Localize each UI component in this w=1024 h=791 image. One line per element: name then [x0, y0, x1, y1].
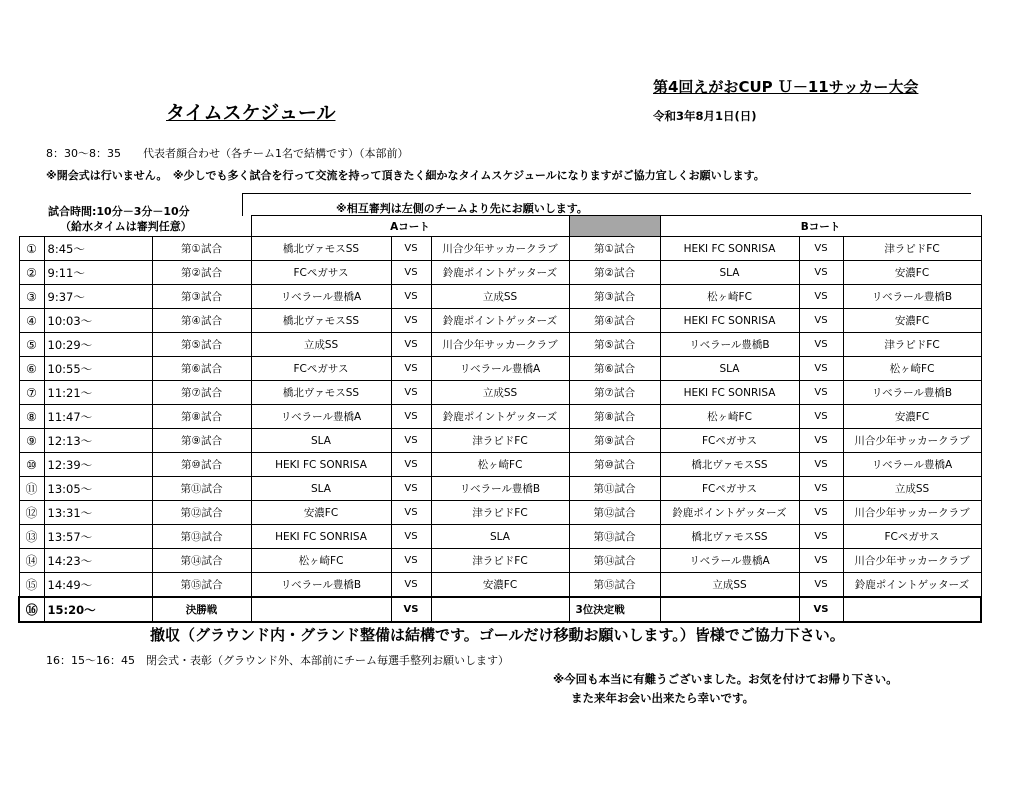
- court-a-home-team: 橋北ヴァモスSS: [251, 309, 391, 333]
- event-date: 令和3年8月1日(日): [653, 109, 757, 123]
- court-a-vs: VS: [391, 549, 431, 573]
- court-b-match-label: 第⑦試合: [569, 381, 660, 405]
- court-b-home-team: 松ヶ崎FC: [660, 285, 799, 309]
- court-b-match-label: 第⑮試合: [569, 573, 660, 598]
- court-a-away-team: 松ヶ崎FC: [431, 453, 569, 477]
- court-a-away-team: 川合少年サッカークラブ: [431, 237, 569, 261]
- court-b-home-team: 鈴鹿ポイントゲッターズ: [660, 501, 799, 525]
- court-b-match-label: 第⑫試合: [569, 501, 660, 525]
- court-b-home-team: 橋北ヴァモスSS: [660, 525, 799, 549]
- court-b-away-team: 津ラピドFC: [843, 237, 981, 261]
- schedule-row: [19, 237, 981, 261]
- thanks-note: ※今回も本当に有難うございました。お気を付けてお帰り下さい。: [553, 672, 898, 686]
- row-number: ③: [19, 285, 44, 309]
- court-a-away-team: [431, 597, 569, 622]
- court-b-header: Bコート: [660, 216, 981, 237]
- row-number: ④: [19, 309, 44, 333]
- court-b-match-label: 第①試合: [569, 237, 660, 261]
- row-number: ⑪: [19, 477, 44, 501]
- court-b-away-team: リベラール豊橋B: [843, 381, 981, 405]
- row-number: ⑥: [19, 357, 44, 381]
- court-a-vs: VS: [391, 237, 431, 261]
- court-divider-cell: [569, 216, 660, 237]
- court-a-match-label: 第⑬試合: [152, 525, 251, 549]
- row-number: ②: [19, 261, 44, 285]
- court-b-home-team: リベラール豊橋A: [660, 549, 799, 573]
- court-a-home-team: リベラール豊橋B: [251, 573, 391, 598]
- row-number: ①: [19, 237, 44, 261]
- court-b-away-team: リベラール豊橋A: [843, 453, 981, 477]
- row-number: ⑦: [19, 381, 44, 405]
- court-a-home-team: SLA: [251, 429, 391, 453]
- court-header-row: [19, 216, 981, 237]
- court-b-match-label: 第⑧試合: [569, 405, 660, 429]
- row-number: ⑨: [19, 429, 44, 453]
- court-b-match-label: 第⑥試合: [569, 357, 660, 381]
- court-a-away-team: リベラール豊橋B: [431, 477, 569, 501]
- court-b-vs: VS: [799, 309, 843, 333]
- match-time: 10:55～: [44, 357, 152, 381]
- match-time: 14:23～: [44, 549, 152, 573]
- court-b-home-team: 松ヶ崎FC: [660, 405, 799, 429]
- court-a-home-team: FCペガサス: [251, 357, 391, 381]
- row-number: ⑭: [19, 549, 44, 573]
- row-number: ⑧: [19, 405, 44, 429]
- court-a-match-label: 第②試合: [152, 261, 251, 285]
- court-b-vs: VS: [799, 237, 843, 261]
- court-b-away-team: 川合少年サッカークラブ: [843, 501, 981, 525]
- court-b-vs: VS: [799, 285, 843, 309]
- table-left-border: [242, 193, 243, 216]
- schedule-row: [19, 333, 981, 357]
- court-b-away-team: 立成SS: [843, 477, 981, 501]
- schedule-row: [19, 477, 981, 501]
- court-a-vs: VS: [391, 573, 431, 598]
- match-time: 9:37～: [44, 285, 152, 309]
- court-b-away-team: 鈴鹿ポイントゲッターズ: [843, 573, 981, 598]
- court-a-match-label: 第⑤試合: [152, 333, 251, 357]
- court-b-home-team: 橋北ヴァモスSS: [660, 453, 799, 477]
- court-a-vs: VS: [391, 285, 431, 309]
- schedule-row: [19, 381, 981, 405]
- match-time: 13:31～: [44, 501, 152, 525]
- court-a-away-team: 安濃FC: [431, 573, 569, 598]
- row-number: ⑤: [19, 333, 44, 357]
- court-a-away-team: リベラール豊橋A: [431, 357, 569, 381]
- court-b-vs: VS: [799, 525, 843, 549]
- court-b-match-label: 第⑩試合: [569, 453, 660, 477]
- court-b-away-team: 川合少年サッカークラブ: [843, 429, 981, 453]
- court-a-away-team: 津ラピドFC: [431, 501, 569, 525]
- court-a-home-team: [251, 597, 391, 622]
- row-number: ⑫: [19, 501, 44, 525]
- court-a-away-team: 鈴鹿ポイントゲッターズ: [431, 261, 569, 285]
- court-b-vs: VS: [799, 429, 843, 453]
- court-a-vs: VS: [391, 453, 431, 477]
- match-time: 10:29～: [44, 333, 152, 357]
- court-b-away-team: 津ラピドFC: [843, 333, 981, 357]
- court-a-match-label: 第⑦試合: [152, 381, 251, 405]
- court-a-header: Aコート: [251, 216, 569, 237]
- match-time: 15:20～: [44, 597, 152, 622]
- court-b-vs: VS: [799, 501, 843, 525]
- court-a-match-label: 第⑨試合: [152, 429, 251, 453]
- table-top-border: [242, 193, 971, 194]
- meeting-note: 8：30～8：35 代表者顔合わせ（各チーム1名で結構です）（本部前）: [46, 147, 409, 160]
- court-a-home-team: FCペガサス: [251, 261, 391, 285]
- schedule-row: [19, 501, 981, 525]
- row-number: ⑩: [19, 453, 44, 477]
- court-b-vs: VS: [799, 453, 843, 477]
- court-a-vs: VS: [391, 405, 431, 429]
- schedule-row: [19, 573, 981, 598]
- court-b-match-label: 第⑬試合: [569, 525, 660, 549]
- schedule-row: [19, 429, 981, 453]
- court-a-match-label: 第⑭試合: [152, 549, 251, 573]
- court-a-home-team: リベラール豊橋A: [251, 285, 391, 309]
- court-b-home-team: SLA: [660, 261, 799, 285]
- court-b-match-label: 第⑪試合: [569, 477, 660, 501]
- court-a-home-team: HEKI FC SONRISA: [251, 453, 391, 477]
- court-b-away-team: 安濃FC: [843, 261, 981, 285]
- match-time: 9:11～: [44, 261, 152, 285]
- court-b-away-team: FCペガサス: [843, 525, 981, 549]
- court-a-match-label: 決勝戦: [152, 597, 251, 622]
- court-b-match-label: 第③試合: [569, 285, 660, 309]
- court-a-match-label: 第⑥試合: [152, 357, 251, 381]
- court-b-match-label: 3位決定戦: [569, 597, 660, 622]
- closing-ceremony-note: 16：15～16：45 閉会式・表彰（グラウンド外、本部前にチーム毎選手整列お願いします）: [46, 654, 509, 667]
- row-number: ⑯: [19, 597, 44, 622]
- schedule-table: [18, 215, 982, 623]
- schedule-row: [19, 309, 981, 333]
- court-a-vs: VS: [391, 261, 431, 285]
- court-a-away-team: 立成SS: [431, 381, 569, 405]
- court-a-away-team: 津ラピドFC: [431, 549, 569, 573]
- court-a-match-label: 第⑩試合: [152, 453, 251, 477]
- court-b-home-team: 立成SS: [660, 573, 799, 598]
- court-a-home-team: 橋北ヴァモスSS: [251, 237, 391, 261]
- court-a-home-team: 安濃FC: [251, 501, 391, 525]
- court-b-vs: VS: [799, 549, 843, 573]
- match-time: 11:47～: [44, 405, 152, 429]
- match-time: 13:05～: [44, 477, 152, 501]
- match-time: 11:21～: [44, 381, 152, 405]
- court-b-home-team: SLA: [660, 357, 799, 381]
- schedule-row: [19, 597, 981, 622]
- court-a-match-label: 第⑧試合: [152, 405, 251, 429]
- court-a-match-label: 第①試合: [152, 237, 251, 261]
- court-a-away-team: 川合少年サッカークラブ: [431, 333, 569, 357]
- court-b-home-team: HEKI FC SONRISA: [660, 381, 799, 405]
- court-b-match-label: 第②試合: [569, 261, 660, 285]
- court-b-away-team: リベラール豊橋B: [843, 285, 981, 309]
- court-b-vs: VS: [799, 381, 843, 405]
- court-a-home-team: リベラール豊橋A: [251, 405, 391, 429]
- court-b-vs: VS: [799, 261, 843, 285]
- court-a-home-team: SLA: [251, 477, 391, 501]
- ceremony-note: ※開会式は行いません。 ※少しでも多く試合を行って交流を持って頂きたく細かなタイムスケジュールになりますがご協力宜しくお願いします。: [46, 169, 765, 182]
- court-b-vs: VS: [799, 477, 843, 501]
- court-a-away-team: 立成SS: [431, 285, 569, 309]
- court-b-away-team: 川合少年サッカークラブ: [843, 549, 981, 573]
- court-a-vs: VS: [391, 333, 431, 357]
- event-title: 第4回えがおCUP Ｕ－11サッカー大会: [653, 78, 919, 96]
- court-a-vs: VS: [391, 429, 431, 453]
- court-b-home-team: リベラール豊橋B: [660, 333, 799, 357]
- water-time-note: （給水タイムは審判任意）: [60, 220, 192, 233]
- court-a-match-label: 第⑪試合: [152, 477, 251, 501]
- court-a-vs: VS: [391, 309, 431, 333]
- farewell-note: また来年お会い出来たら幸いです。: [571, 691, 755, 705]
- court-b-home-team: HEKI FC SONRISA: [660, 309, 799, 333]
- match-time-note: 試合時間:10分－3分－10分: [48, 205, 190, 218]
- court-a-home-team: HEKI FC SONRISA: [251, 525, 391, 549]
- court-b-away-team: 安濃FC: [843, 405, 981, 429]
- match-time: 10:03～: [44, 309, 152, 333]
- court-b-home-team: FCペガサス: [660, 477, 799, 501]
- schedule-row: [19, 285, 981, 309]
- schedule-row: [19, 453, 981, 477]
- schedule-row: [19, 357, 981, 381]
- schedule-row: [19, 261, 981, 285]
- match-time: 12:39～: [44, 453, 152, 477]
- referee-note: ※相互審判は左側のチームより先にお願いします。: [336, 202, 588, 215]
- court-b-vs: VS: [799, 405, 843, 429]
- court-a-vs: VS: [391, 597, 431, 622]
- court-a-away-team: SLA: [431, 525, 569, 549]
- page-title: タイムスケジュール: [166, 102, 336, 124]
- cleanup-note: 撤収（グラウンド内・グランド整備は結構です。ゴールだけ移動お願いします。）皆様でご協力下さい。: [150, 626, 845, 644]
- match-time: 13:57～: [44, 525, 152, 549]
- court-b-vs: VS: [799, 573, 843, 598]
- court-b-match-label: 第④試合: [569, 309, 660, 333]
- court-a-away-team: 津ラピドFC: [431, 429, 569, 453]
- schedule-row: [19, 525, 981, 549]
- court-a-home-team: 立成SS: [251, 333, 391, 357]
- court-b-away-team: 松ヶ崎FC: [843, 357, 981, 381]
- court-a-vs: VS: [391, 381, 431, 405]
- court-a-vs: VS: [391, 501, 431, 525]
- court-b-home-team: FCペガサス: [660, 429, 799, 453]
- court-a-away-team: 鈴鹿ポイントゲッターズ: [431, 309, 569, 333]
- court-a-vs: VS: [391, 477, 431, 501]
- match-time: 14:49～: [44, 573, 152, 598]
- court-b-vs: VS: [799, 597, 843, 622]
- court-a-match-label: 第③試合: [152, 285, 251, 309]
- court-b-match-label: 第⑤試合: [569, 333, 660, 357]
- court-b-match-label: 第⑭試合: [569, 549, 660, 573]
- court-b-home-team: [660, 597, 799, 622]
- schedule-row: [19, 405, 981, 429]
- row-number: ⑬: [19, 525, 44, 549]
- court-a-match-label: 第⑫試合: [152, 501, 251, 525]
- court-a-home-team: 橋北ヴァモスSS: [251, 381, 391, 405]
- court-a-away-team: 鈴鹿ポイントゲッターズ: [431, 405, 569, 429]
- court-b-away-team: 安濃FC: [843, 309, 981, 333]
- court-b-home-team: HEKI FC SONRISA: [660, 237, 799, 261]
- court-a-match-label: 第④試合: [152, 309, 251, 333]
- schedule-row: [19, 549, 981, 573]
- court-a-vs: VS: [391, 357, 431, 381]
- row-number: ⑮: [19, 573, 44, 598]
- court-b-vs: VS: [799, 357, 843, 381]
- match-time: 8:45～: [44, 237, 152, 261]
- court-b-match-label: 第⑨試合: [569, 429, 660, 453]
- court-a-match-label: 第⑮試合: [152, 573, 251, 598]
- court-a-home-team: 松ヶ崎FC: [251, 549, 391, 573]
- court-b-vs: VS: [799, 333, 843, 357]
- court-b-away-team: [843, 597, 981, 622]
- match-time: 12:13～: [44, 429, 152, 453]
- court-a-vs: VS: [391, 525, 431, 549]
